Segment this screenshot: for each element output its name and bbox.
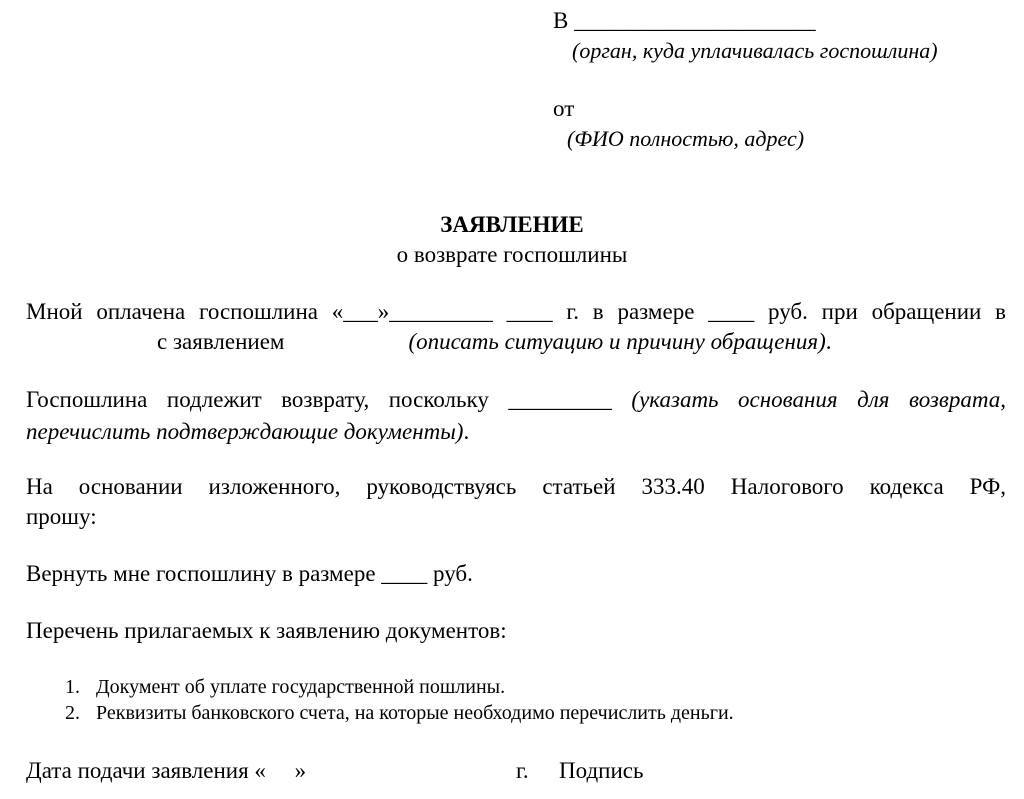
document-title: ЗАЯВЛЕНИЕ [440,212,584,237]
recipient-line: В _____________________ [553,8,816,33]
paragraph-payment-line2 [157,329,832,355]
list-item-number: 2. [65,702,80,724]
paragraph-payment-line1: Мной оплачена госпошлина «___»_________ ____ г. в размере ____ руб. при обращении в [26,299,1006,324]
paragraph-refund-reason [26,384,1006,448]
submission-year-label: г. [516,758,529,783]
payment-reason-end: . [825,329,832,354]
paragraph-legal-basis-line1: На основании изложенного, руководствуясь статьей 333.40 Налогового кодекса РФ, [26,474,1006,499]
sender-hint: (ФИО полностью, адрес) [567,126,805,151]
refund-reason-hint: (указать основания для возврата, перечислить подтверждающие документы) [26,387,1007,444]
list-item-text: Реквизиты банковского счета, на которые необходимо перечислить деньги. [96,702,734,724]
submission-date-label: Дата подачи заявления « » [26,758,307,783]
paragraph-attachments-heading: Перечень прилагаемых к заявлению документов: [26,618,507,643]
refund-reason-end: . [463,419,470,444]
paragraph-refund-request: Вернуть мне госпошлину в размере ____ руб. [26,561,473,586]
payment-reason-hint: (описать ситуацию и причину обращения) [408,329,826,354]
document-subtitle: о возврате госпошлины [396,242,628,267]
refund-reason-text: Госпошлина подлежит возврату, поскольку _________ [26,387,612,412]
recipient-hint: (орган, куда уплачивалась госпошлина) [572,38,938,63]
list-item-number: 1. [65,676,80,698]
list-item-text: Документ об уплате государственной пошлины. [96,676,506,698]
paragraph-legal-basis-line2: прошу: [26,504,97,529]
signature-label: Подпись [559,758,644,783]
list-item [44,702,734,725]
sender-line: от [553,96,575,121]
payment-reason-label: с заявлением [157,329,285,354]
list-item [44,676,505,699]
